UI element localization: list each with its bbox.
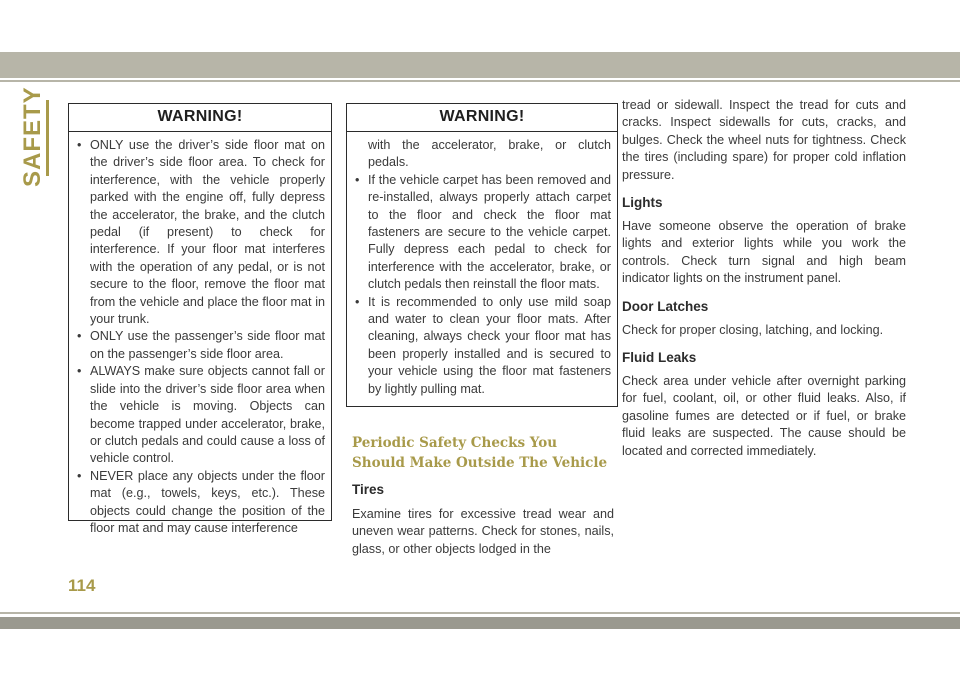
- right-column: [622, 97, 906, 460]
- tires-text-continued: tread or sidewall. Inspect the tread for cuts and cracks. Inspect sidewalls for cuts, cracks, and bulges. Check the wheel nuts for tightness. Check the tires (including spare) for proper cold inflation pressure.: [622, 98, 906, 182]
- warning-item: • If the vehicle carpet has been removed and re-installed, always properly attach carpet to the floor and check the floor mat fasteners are secure to the vehicle carpet. Fully depress each pedal to check for interference with the accelerator, brake, or clutch pedals then reinstall the floor mats.: [355, 172, 611, 294]
- warning-item: • ONLY use the driver’s side floor mat on the driver’s side floor area. To check for interference, with the vehicle properly parked with the engine off, fully depress the accelerator, the brake, and the clutch pedal (if present) to check for interference. If your floor mat interferes with the operation of any pedal, or is not secure to the floor, remove the floor mat from the vehicle and place the floor mat in your trunk.: [77, 137, 325, 328]
- header-band: [0, 52, 960, 78]
- lights-heading: Lights: [622, 195, 663, 211]
- lights-text: Have someone observe the operation of brake lights and exterior lights while you work the controls. Check turn signal and high beam indicator lights on the instrument panel.: [622, 219, 906, 286]
- warning-title: WARNING!: [347, 104, 617, 132]
- footer-rule: [0, 612, 960, 614]
- door-latches-heading: Door Latches: [622, 298, 709, 314]
- warning-item: • ONLY use the passenger’s side floor mat on the passenger’s side floor area.: [77, 328, 325, 363]
- warning-list: [77, 137, 325, 537]
- warning-list: [355, 172, 611, 398]
- warning-item: • It is recommended to only use mild soap and water to clean your floor mats. After cleaning, always check your floor mat has been properly installed and is secured to your vehicle using the floor mat fasteners by lightly pulling mat.: [355, 294, 611, 398]
- page-number: 114: [68, 576, 96, 595]
- periodic-section: [352, 433, 614, 558]
- footer-band: [0, 617, 960, 629]
- section-tab-rule: [46, 100, 49, 176]
- warning-item: • NEVER place any objects under the floor mat (e.g., towels, keys, etc.). These objects could change the position of the floor mat and may cause interference: [77, 468, 325, 538]
- tires-heading: Tires: [352, 482, 385, 497]
- section-tab-label: SAFETY: [19, 86, 46, 187]
- warning-body: [69, 132, 331, 543]
- fluid-leaks-text: Check area under vehicle after overnight parking for fuel, coolant, oil, or other fluid leaks. Also, if gasoline fumes are detected or if fuel, or brake fluid leaks are suspected. The cause should be located and corrected immediately.: [622, 374, 906, 458]
- header-rule: [0, 80, 960, 82]
- warning-body: [347, 132, 617, 404]
- warning-box-left: [68, 103, 332, 535]
- fluid-leaks-heading: Fluid Leaks: [622, 350, 697, 366]
- warning-box-middle: [346, 103, 618, 407]
- section-heading: Periodic Safety Checks You Should Make Outside The Vehicle: [352, 435, 608, 471]
- warning-title: WARNING!: [69, 104, 331, 132]
- warning-item: • ALWAYS make sure objects cannot fall or slide into the driver’s side floor area when the vehicle is moving. Objects can become trapped under accelerator, brake, or clutch pedals and could cause a loss of vehicle control.: [77, 363, 325, 467]
- door-latches-text: Check for proper closing, latching, and locking.: [622, 322, 884, 337]
- warning-continuation: with the accelerator, brake, or clutch pedals.: [368, 138, 611, 170]
- tires-text: Examine tires for excessive tread wear and uneven wear patterns. Check for stones, nails, glass, or other objects lodged in the: [352, 507, 614, 556]
